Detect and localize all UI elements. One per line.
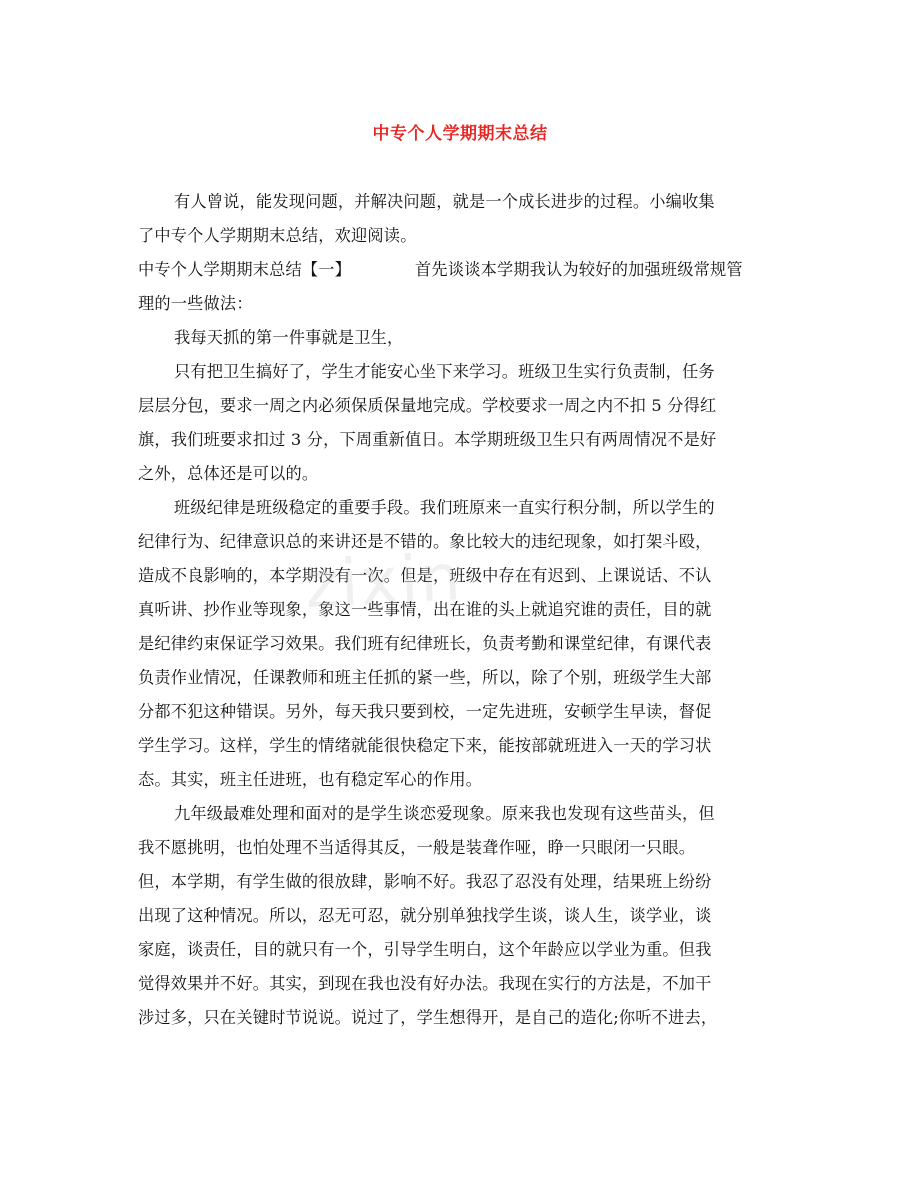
text-line: 分都不犯这种错误。另外，每天我只要到校，一定先进班，安顿学生早读，督促 — [138, 702, 712, 721]
text-line: 态。其实，班主任进班，也有稳定军心的作用。 — [138, 770, 483, 789]
text-line: 理的一些做法： — [138, 294, 253, 313]
text-line: 只有把卫生搞好了，学生才能安心坐下来学习。班级卫生实行负责制，任务 — [174, 362, 715, 381]
watermark: zixin — [303, 540, 465, 624]
text-line: 负责作业情况，任课教师和班主任抓的紧一些，所以，除了个别，班级学生大部 — [138, 668, 712, 687]
text-line: 班级纪律是班级稳定的重要手段。我们班原来一直实行积分制，所以学生的 — [174, 498, 715, 517]
text-line: 觉得效果并不好。其实，到现在我也没有好办法。我现在实行的方法是，不加干 — [138, 974, 712, 993]
text-line: 学生学习。这样，学生的情绪就能很快稳定下来，能按部就班进入一天的学习状 — [138, 736, 712, 755]
text-line: 了中专个人学期期末总结，欢迎阅读。 — [138, 226, 417, 245]
text-line: 九年级最难处理和面对的是学生谈恋爱现象。原来我也发现有这些苗头，但 — [174, 804, 715, 823]
section-heading-line — [138, 253, 778, 287]
text-line: 造成不良影响的，本学期没有一次。但是，班级中存在有迟到、上课说话、不认 — [138, 566, 712, 585]
text-line: 旗，我们班要求扣过 3 分，下周重新值日。本学期班级卫生只有两周情况不是好 — [138, 430, 717, 449]
document-body — [138, 185, 778, 1035]
text-line: 我不愿挑明，也怕处理不当适得其反，一般是装聋作哑，睁一只眼闭一只眼。 — [138, 838, 696, 857]
section-heading: 中专个人学期期末总结【一】 — [138, 260, 352, 279]
text-line: 首先谈谈本学期我认为较好的加强班级常规管 — [415, 260, 743, 279]
text-line: 但，本学期，有学生做的很放肆，影响不好。我忍了忍没有处理，结果班上纷纷 — [138, 872, 712, 891]
text-line: 真听讲、抄作业等现象，象这一些事情，出在谁的头上就追究谁的责任，目的就 — [138, 600, 712, 619]
text-line: 纪律行为、纪律意识总的来讲还是不错的。象比较大的违纪现象，如打架斗殴， — [138, 532, 712, 551]
text-line: 我每天抓的第一件事就是卫生， — [174, 328, 404, 347]
document-title: 中专个人学期期末总结 — [372, 124, 548, 144]
text-line: 是纪律约束保证学习效果。我们班有纪律班长，负责考勤和课堂纪律，有课代表 — [138, 634, 712, 653]
text-line: 有人曾说，能发现问题，并解决问题，就是一个成长进步的过程。小编收集 — [174, 192, 715, 211]
text-line: 出现了这种情况。所以，忍无可忍，就分别单独找学生谈，谈人生，谈学业，谈 — [138, 906, 712, 925]
text-line: 层层分包，要求一周之内必须保质保量地完成。学校要求一周之内不扣 5 分得红 — [138, 396, 717, 415]
text-line: 家庭，谈责任，目的就只有一个，引导学生明白，这个年龄应以学业为重。但我 — [138, 940, 712, 959]
text-line: 涉过多，只在关键时节说说。说过了，学生想得开，是自己的造化;你听不进去， — [138, 1008, 718, 1027]
text-line: 之外，总体还是可以的。 — [138, 464, 319, 483]
